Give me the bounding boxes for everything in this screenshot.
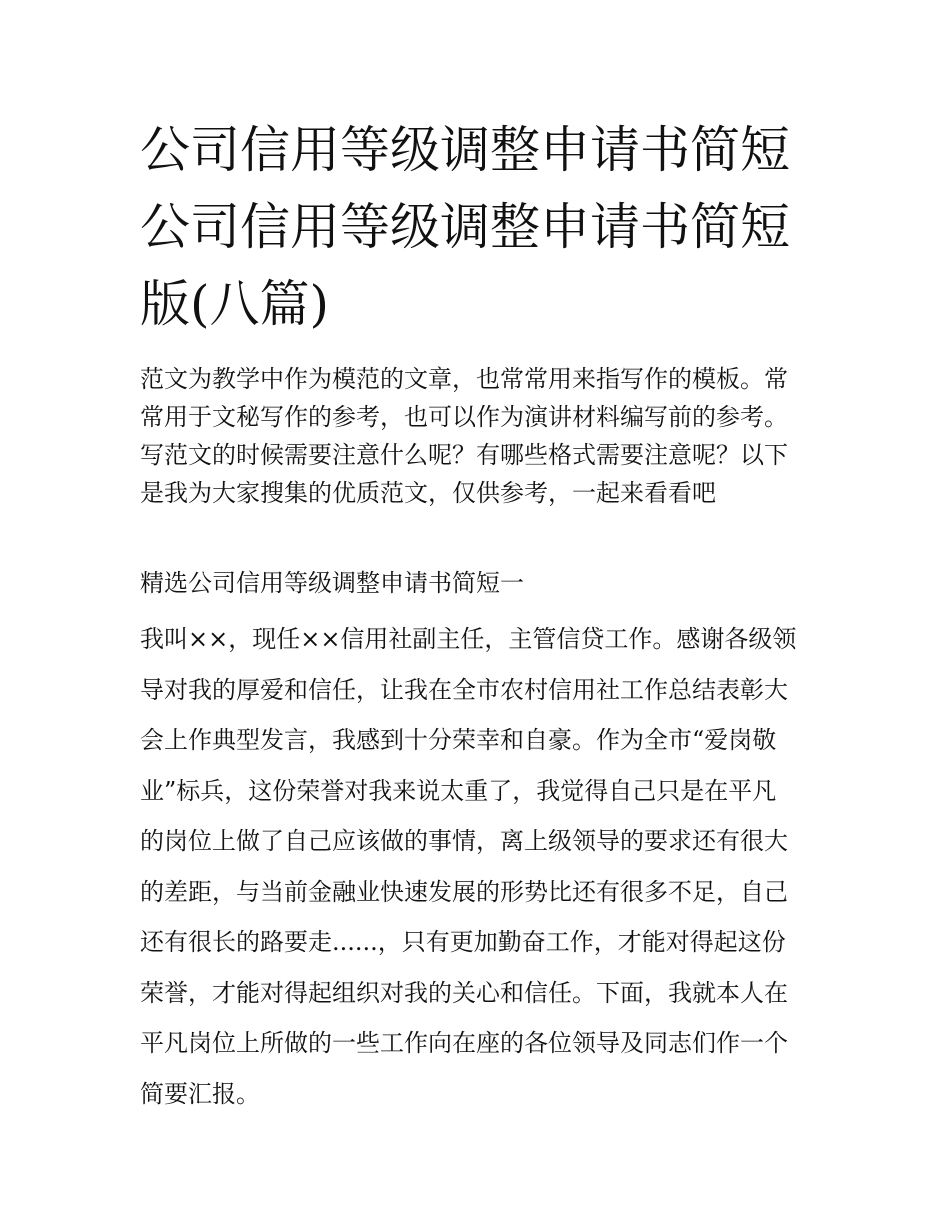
section-heading-text: 精选公司信用等级调整申请书简短一	[140, 569, 524, 597]
paragraph-line: 的岗位上做了自己应该做的事情，离上级领导的要求还有很大	[140, 827, 788, 855]
title-line: 公司信用等级调整申请书简短	[140, 198, 790, 256]
paragraph-line: 我叫××，现任××信用社副主任，主管信贷工作。感谢各级领	[140, 625, 797, 653]
intro-line: 是我为大家搜集的优质范文，仅供参考，一起来看看吧	[140, 479, 716, 507]
intro-line: 常用于文秘写作的参考，也可以作为演讲材料编写前的参考。	[140, 403, 788, 431]
paragraph-line: 平凡岗位上所做的一些工作向在座的各位领导及同志们作一个	[140, 1029, 788, 1057]
title-line: 版(八篇)	[140, 275, 330, 333]
paragraph-line: 简要汇报。	[140, 1079, 260, 1108]
document-title	[140, 112, 820, 343]
paragraph-line: 会上作典型发言，我感到十分荣幸和自豪。作为全市“爱岗敬	[140, 726, 777, 754]
paragraph-line: 的差距，与当前金融业快速发展的形势比还有很多不足，自己	[140, 877, 788, 906]
title-line: 公司信用等级调整申请书简短	[140, 121, 790, 179]
paragraph-line: 还有很长的路要走......，只有更加勤奋工作，才能对得起这份	[140, 928, 786, 956]
paragraph-line: 导对我的厚爱和信任，让我在全市农村信用社工作总结表彰大	[140, 675, 788, 704]
paragraph-line: 业”标兵，这份荣誉对我来说太重了，我觉得自己只是在平凡	[140, 776, 777, 805]
body-paragraph	[140, 614, 820, 1119]
intro-paragraph	[140, 360, 820, 512]
intro-line: 范文为教学中作为模范的文章，也常常用来指写作的模板。常	[140, 365, 788, 393]
paragraph-line: 荣誉，才能对得起组织对我的关心和信任。下面，我就本人在	[140, 978, 788, 1007]
section-heading	[140, 564, 820, 602]
intro-line: 写范文的时候需要注意什么呢？有哪些格式需要注意呢？以下	[140, 441, 788, 469]
